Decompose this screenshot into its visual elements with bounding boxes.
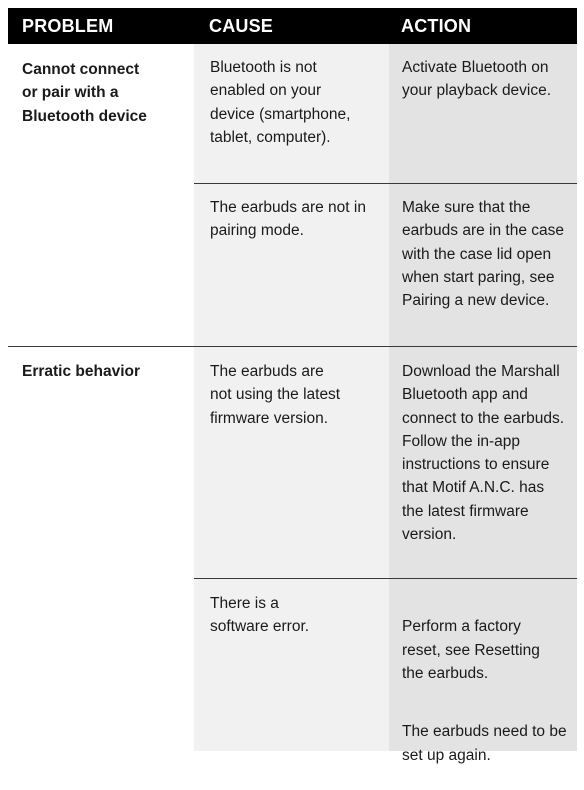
row2-entry1-cause: The earbuds are not using the latest firmware version. [210, 363, 341, 427]
row1-subdivider [194, 183, 577, 184]
row2-entry1-action: Download the Marshall Bluetooth app and connect to the earbuds. Follow the in-app instructions to ensure that Motif A.N.C. has the latest firmware version. [402, 363, 565, 544]
row1-entry2-action: Make sure that the earbuds are in the case with the case lid open when start paring, see Pairing a new device. [402, 199, 564, 310]
row2-subdivider [194, 578, 577, 579]
row-divider [8, 346, 577, 347]
header-problem: PROBLEM [22, 16, 114, 36]
header-cause: CAUSE [209, 16, 274, 36]
row2-entry2-cause: There is a software error. [210, 595, 310, 636]
table-header [8, 8, 577, 44]
row1-entry1-cause: Bluetooth is not enabled on your device (smartphone, tablet, computer). [210, 59, 351, 146]
row2-entry2-action: Perform a factory reset, see Resetting the earbuds. [402, 618, 540, 682]
row1-problem: Cannot connect or pair with a Bluetooth device [22, 61, 147, 125]
row2-entry2-action-note: The earbuds need to be set up again. [402, 723, 567, 764]
troubleshooting-table [8, 8, 577, 764]
row1-entry2-cause: The earbuds are not in pairing mode. [210, 199, 366, 240]
row2-entry2-action-block [402, 592, 574, 790]
header-action: ACTION [401, 16, 472, 36]
row2-problem: Erratic behavior [22, 363, 141, 380]
row1-entry1-action: Activate Bluetooth on your playback device. [402, 59, 552, 100]
